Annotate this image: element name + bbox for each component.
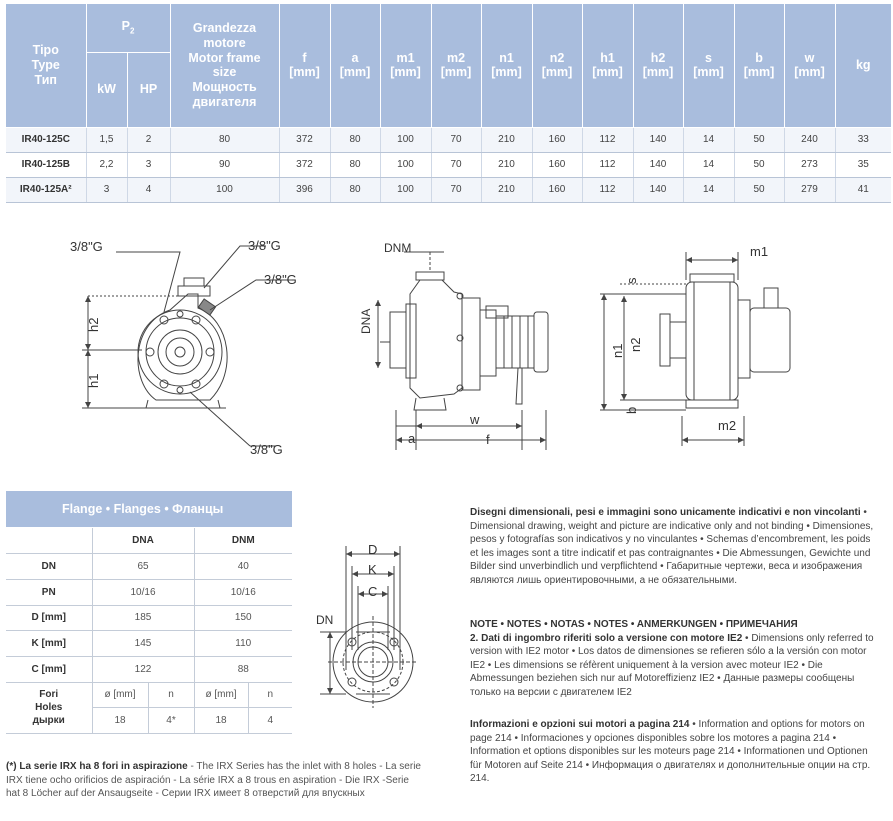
flange-drawing <box>312 540 422 730</box>
flange-cell: 18 <box>194 708 248 734</box>
flange-cell: K [mm] <box>6 631 92 657</box>
label-h2: h2 <box>86 317 101 332</box>
table-row <box>6 127 891 152</box>
table-cell: 70 <box>431 152 481 177</box>
label-b: b <box>624 406 639 414</box>
table-cell: 160 <box>532 152 582 177</box>
table-cell: 140 <box>633 127 683 152</box>
table-cell: IR40-125B <box>6 152 86 177</box>
table-cell: 372 <box>279 127 330 152</box>
table-cell: 240 <box>784 127 835 152</box>
table-cell: 100 <box>380 177 431 202</box>
table-cell: 100 <box>170 177 279 202</box>
table-cell: 80 <box>330 177 380 202</box>
flange-cell: D [mm] <box>6 605 92 631</box>
table-cell: 100 <box>380 127 431 152</box>
table-cell: 100 <box>380 152 431 177</box>
pump-top-view-drawing <box>594 240 794 452</box>
label-g-bottom: 3/8"G <box>250 442 283 457</box>
flange-cell: 110 <box>194 631 292 657</box>
dimensions-table <box>6 4 891 203</box>
label-dnm: DNM <box>384 241 412 255</box>
table-cell: 4 <box>127 177 170 202</box>
flange-col-dna: DNA <box>92 528 194 554</box>
table-cell: 112 <box>582 152 633 177</box>
table-cell: 70 <box>431 127 481 152</box>
table-cell: 50 <box>734 177 784 202</box>
flange-row-holes-header <box>6 682 292 708</box>
table-row <box>6 177 891 202</box>
flange-cell: ø [mm] <box>194 682 248 708</box>
header-hp: HP <box>127 52 170 127</box>
flange-cell: 150 <box>194 605 292 631</box>
flange-cell: PN <box>6 579 92 605</box>
flange-cell: 185 <box>92 605 194 631</box>
flange-cell: DN <box>6 554 92 580</box>
label-h1: h1 <box>86 373 101 388</box>
flange-row <box>6 554 292 580</box>
flange-table <box>6 528 292 734</box>
header-p2: $P_2$ <box>86 4 170 52</box>
label-dna: DNA <box>359 308 373 334</box>
table-cell: 140 <box>633 152 683 177</box>
header-a: a [mm] <box>330 4 380 127</box>
flange-cell: 10/16 <box>194 579 292 605</box>
flange-cell: 18 <box>92 708 148 734</box>
label-m2: m2 <box>718 418 737 433</box>
table-cell: IR40-125A² <box>6 177 86 202</box>
table-cell: 33 <box>835 127 891 152</box>
table-cell: 279 <box>784 177 835 202</box>
label-g-top-right: 3/8"G <box>248 238 281 253</box>
table-cell: 80 <box>170 127 279 152</box>
table-cell: 112 <box>582 177 633 202</box>
flange-cell: ø [mm] <box>92 682 148 708</box>
label-D: D <box>368 542 378 557</box>
table-cell: 50 <box>734 152 784 177</box>
header-n1: n1 [mm] <box>481 4 532 127</box>
table-cell: 14 <box>683 177 734 202</box>
flange-cell: 145 <box>92 631 194 657</box>
label-a: a <box>408 431 416 446</box>
disclaimer-text: Disegni dimensionali, pesi e immagini sono unicamente indicativi e non vincolanti • Dimensional drawing, weight and picture are indicative only and not binding • Dimensiones, pesos y fotografías son indicativos y no vinculantes • Schemas d’encombrement, les poids et les images sont a titre indicatif et pas contraignantes • Die Abmessungen, Gewichte und Bilder sind unverbindlich und verpflichtend • Габаритные чертежи, веса и изображения являются лишь ориентировочными, а не обязательными. <box>470 507 874 586</box>
label-g-right: 3/8"G <box>264 272 297 287</box>
table-cell: 273 <box>784 152 835 177</box>
header-n2: n2 [mm] <box>532 4 582 127</box>
flange-row <box>6 605 292 631</box>
header-kg: kg <box>835 4 891 127</box>
table-row <box>6 152 891 177</box>
flange-cell: 10/16 <box>92 579 194 605</box>
table-cell: 80 <box>330 127 380 152</box>
header-s: s [mm] <box>683 4 734 127</box>
table-cell: 3 <box>127 152 170 177</box>
label-K: K <box>368 562 377 577</box>
flange-cell: 65 <box>92 554 194 580</box>
motor-info-text: Informazioni e opzioni sui motori a pagina 214 • Information and options for motors on page 214 • Informaciones y opciones disponibles sobre los motores a pagina 214 • Information et options disponibles sur les moteurs page 214 • Informationen und Optionen für Motoren auf Seite 214 • Информация о двигателях и дополнительные опции на стр. 214. <box>470 719 871 785</box>
header-h1: h1 [mm] <box>582 4 633 127</box>
header-w: w [mm] <box>784 4 835 127</box>
header-m1: m1 [mm] <box>380 4 431 127</box>
table-cell: 396 <box>279 177 330 202</box>
table-cell: 90 <box>170 152 279 177</box>
flange-cell: 40 <box>194 554 292 580</box>
label-DN: DN <box>316 613 334 627</box>
pump-front-view-drawing <box>60 232 310 464</box>
pump-side-view-drawing <box>350 238 560 456</box>
table-cell: 160 <box>532 177 582 202</box>
table-cell: 372 <box>279 152 330 177</box>
notes-title: NOTE • NOTES • NOTAS • NOTES • ANMERKUNGEN • ПРИМЕЧАНИЯ <box>470 619 798 630</box>
flange-cell: 4 <box>248 708 292 734</box>
flange-cell: 122 <box>92 656 194 682</box>
table-cell: 35 <box>835 152 891 177</box>
flange-cell: 4* <box>148 708 194 734</box>
table-cell: 50 <box>734 127 784 152</box>
header-motor-size: Grandezza motore Motor frame size Мощность двигателя <box>170 4 279 127</box>
table-cell: 2,2 <box>86 152 127 177</box>
table-cell: 160 <box>532 127 582 152</box>
flange-holes-label: Fori Holes дырки <box>6 682 92 733</box>
label-C: C <box>368 584 378 599</box>
header-type: Tipo Type Тип <box>6 4 86 127</box>
table-cell: 210 <box>481 152 532 177</box>
table-cell: 140 <box>633 177 683 202</box>
flange-cell: n <box>248 682 292 708</box>
label-f: f <box>486 432 490 447</box>
flange-cell: n <box>148 682 194 708</box>
flange-col-dnm: DNM <box>194 528 292 554</box>
header-b: b [mm] <box>734 4 784 127</box>
table-cell: 70 <box>431 177 481 202</box>
table-cell: 112 <box>582 127 633 152</box>
table-cell: 41 <box>835 177 891 202</box>
label-m1: m1 <box>750 244 769 259</box>
notes-block: NOTE • NOTES • NOTAS • NOTES • ANMERKUNGEN • ПРИМЕЧАНИЯ 2. Dati di ingombro riferiti solo a versione con motore IE2 • Dimensions only referred to version with IE2 motor • Los datos de dimensiones se refieren sólo a la versión con motor IE2 • Les dimensions se réfèrent uniquement à la version avec moteur IE2 • Die Abmessungen beziehen sich nur auf Motoreffizienz IE2 • Данные размеры сообщены только на версии с двигателем IE2 <box>470 618 878 700</box>
header-h2: h2 [mm] <box>633 4 683 127</box>
label-n1: n1 <box>610 343 625 358</box>
flange-table-title: Flange • Flanges • Фланцы <box>6 491 292 527</box>
table-cell: 3 <box>86 177 127 202</box>
table-cell: IR40-125C <box>6 127 86 152</box>
label-w: w <box>470 412 480 427</box>
label-n2: n2 <box>628 337 643 352</box>
table-cell: 14 <box>683 127 734 152</box>
table-cell: 80 <box>330 152 380 177</box>
header-kw: kW <box>86 52 127 127</box>
flange-row <box>6 631 292 657</box>
footnote-irx: (*) La serie IRX ha 8 fori in aspirazione - The IRX Series has the inlet with 8 holes - La serie IRX tiene ocho orificios de aspiración - La série IRX a 8 trous en aspiration - Die IRX -Serie hat 8 Löcher auf der Ansaugseite - Серии IRX имеет 8 отверстий для впускных <box>6 761 421 800</box>
flange-cell: C [mm] <box>6 656 92 682</box>
flange-cell: 88 <box>194 656 292 682</box>
label-g-top-left: 3/8"G <box>70 239 103 254</box>
header-f: f [mm] <box>279 4 330 127</box>
flange-row <box>6 579 292 605</box>
flange-row <box>6 656 292 682</box>
table-cell: 14 <box>683 152 734 177</box>
label-s: s <box>624 277 639 284</box>
table-cell: 210 <box>481 177 532 202</box>
table-cell: 2 <box>127 127 170 152</box>
table-cell: 1,5 <box>86 127 127 152</box>
table-cell: 210 <box>481 127 532 152</box>
header-m2: m2 [mm] <box>431 4 481 127</box>
